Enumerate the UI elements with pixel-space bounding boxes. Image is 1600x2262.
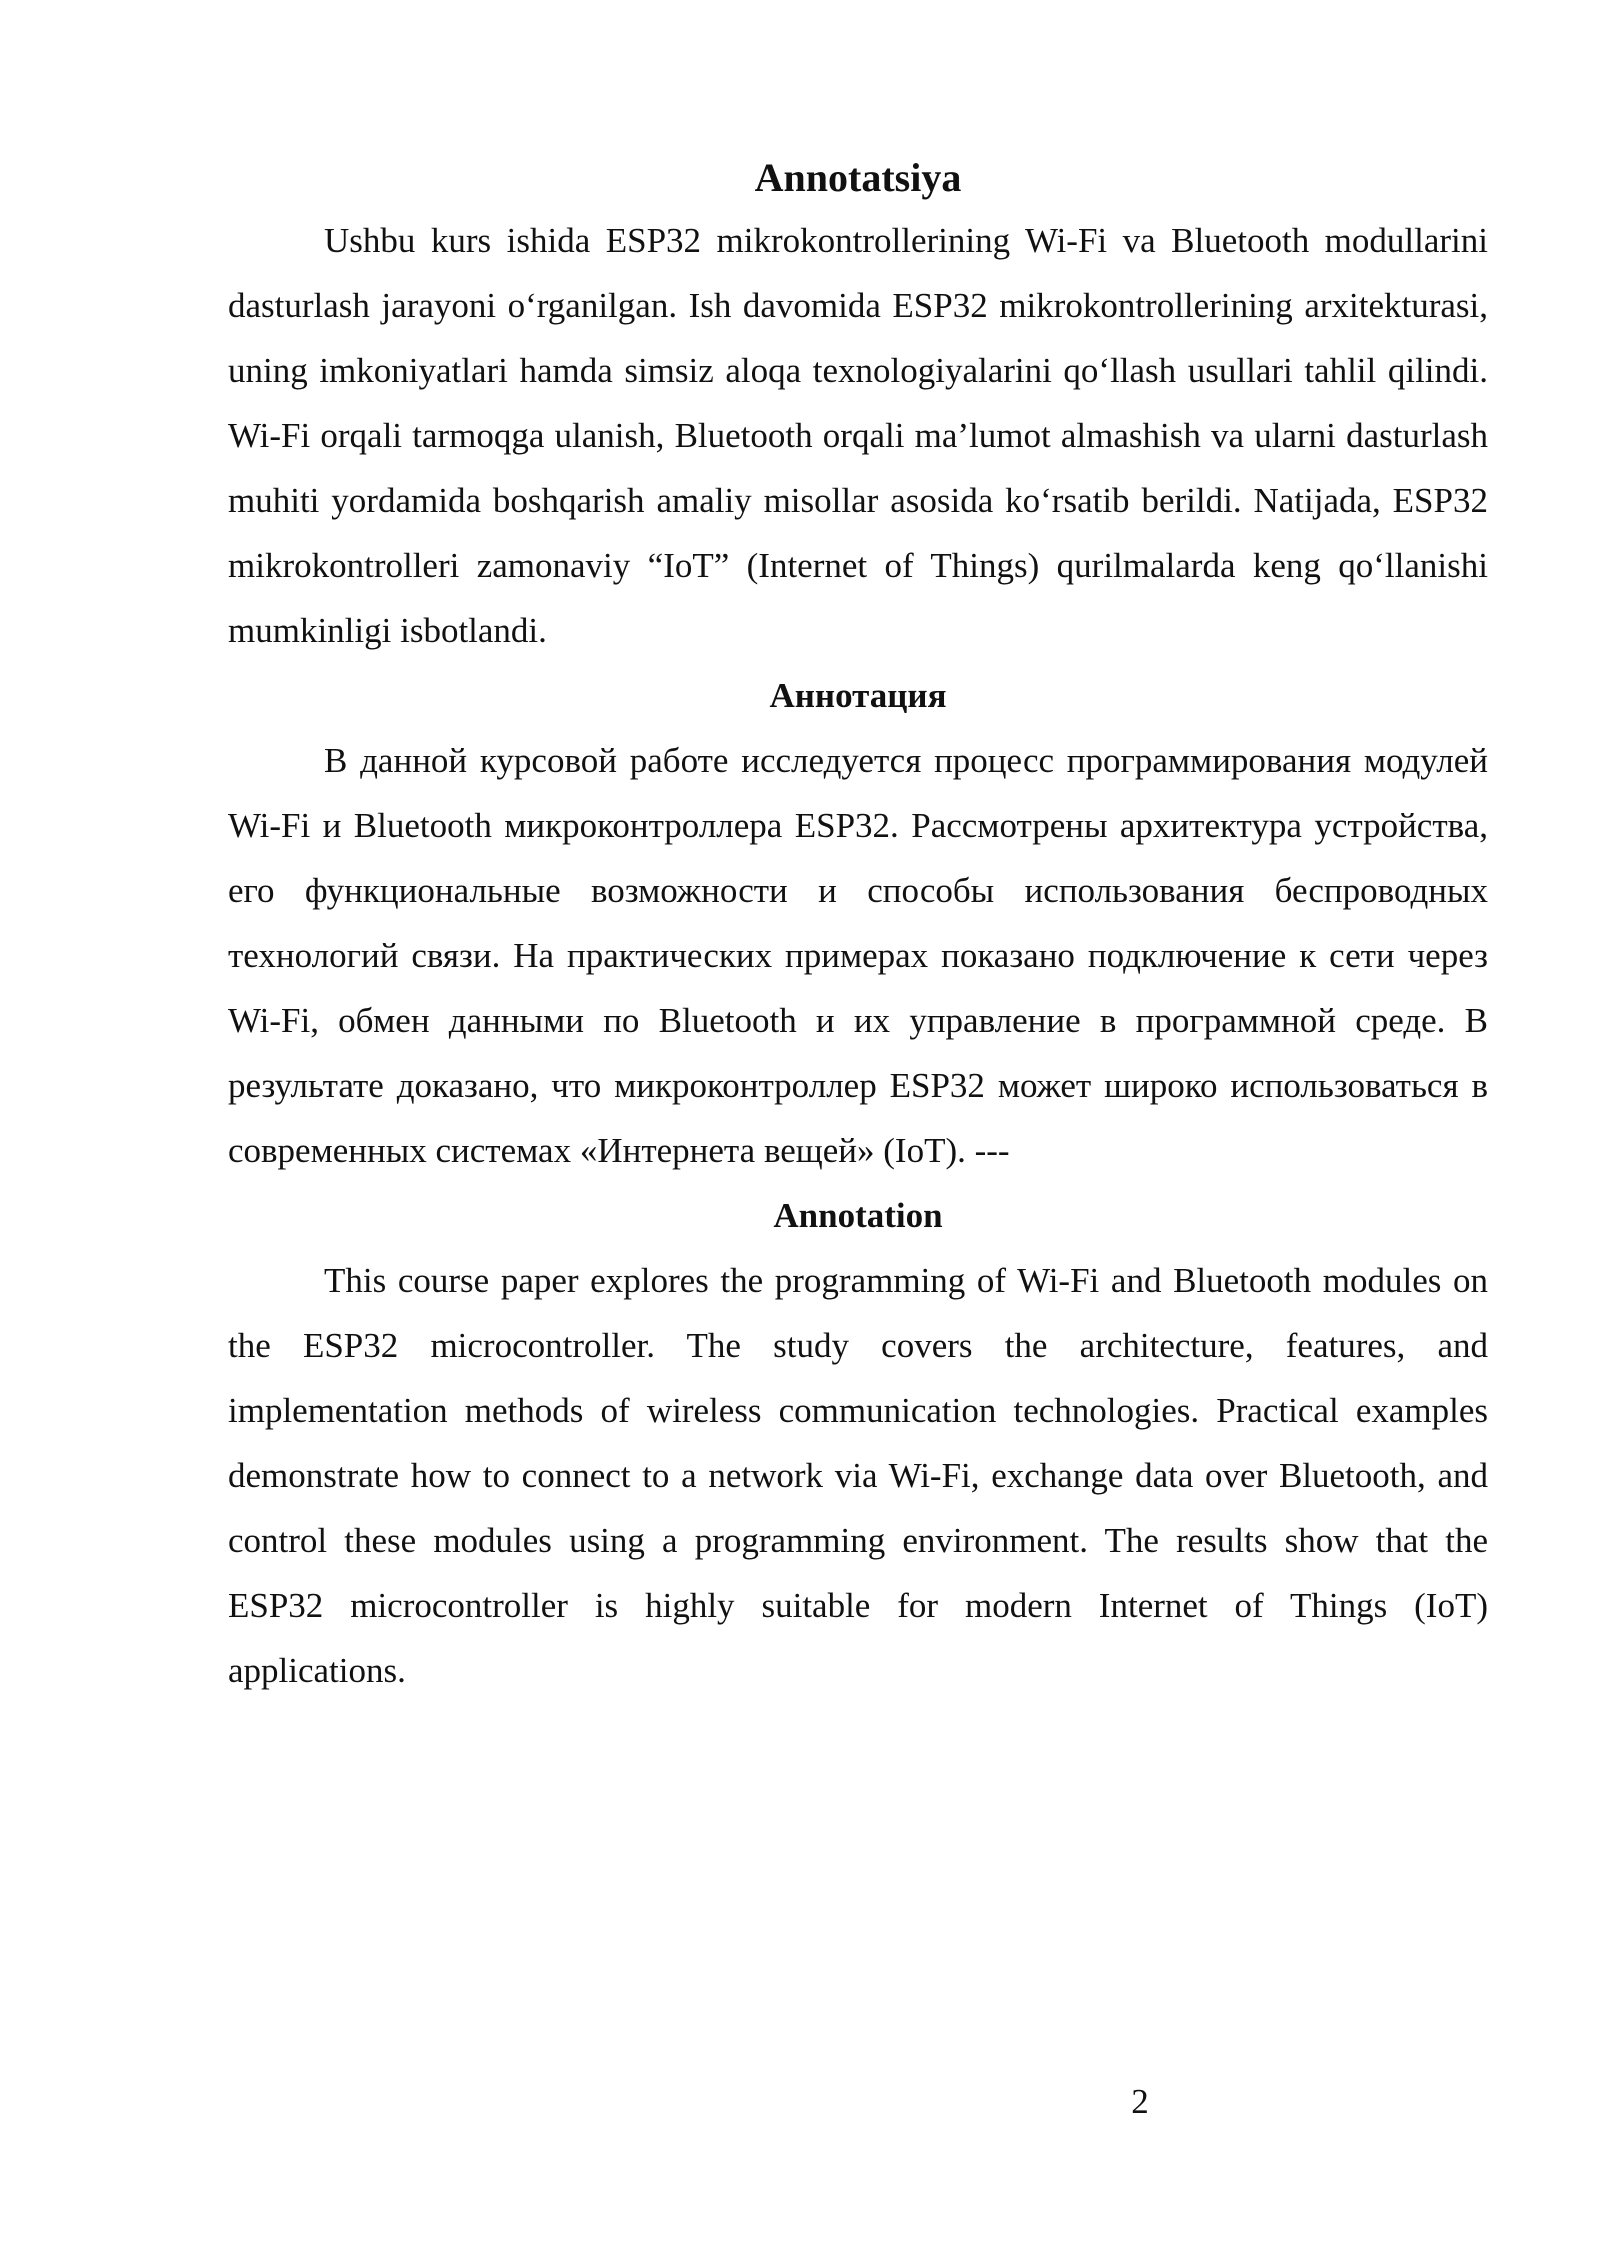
section-heading-english: Annotation xyxy=(773,1196,943,1235)
page-number-footer xyxy=(0,2082,1600,2122)
page-number: 2 xyxy=(1131,2082,1149,2121)
section-heading-uzbek: Annotatsiya xyxy=(754,155,962,200)
document-page xyxy=(228,150,1488,1703)
paragraph-russian: В данной курсовой работе исследуется процесс программирования модулей Wi-Fi и Bluetooth микроконтроллера ESP32. Рассмотрены архитектура устройства, его функциональные возможности и способы использования беспроводных технологий связи. На практических примерах показано подключение к сети через Wi-Fi, обмен данными по Bluetooth и их управление в программной среде. В результате доказано, что микроконтроллер ESP32 может широко использоваться в современных системах «Интернета вещей» (IoT). --- xyxy=(228,741,1488,1170)
paragraph-uzbek: Ushbu kurs ishida ESP32 mikrokontrollerining Wi-Fi va Bluetooth modullarini dasturlash jarayoni o‘rganilgan. Ish davomida ESP32 mikrokontrollerining arxitekturasi, uning imkoniyatlari hamda simsiz aloqa texnologiyalarini qo‘llash usullari tahlil qilindi. Wi-Fi orqali tarmoqga ulanish, Bluetooth orqali ma’lumot almashish va ularni dasturlash muhiti yordamida boshqarish amaliy misollar asosida ko‘rsatib berildi. Natijada, ESP32 mikrokontrolleri zamonaviy “IoT” (Internet of Things) qurilmalarda keng qo‘llanishi mumkinligi isbotlandi. xyxy=(228,221,1488,650)
section-heading-russian: Аннотация xyxy=(769,676,947,715)
paragraph-english: This course paper explores the programming of Wi-Fi and Bluetooth modules on the ESP32 microcontroller. The study covers the architecture, features, and implementation methods of wireless communication technologies. Practical examples demonstrate how to connect to a network via Wi-Fi, exchange data over Bluetooth, and control these modules using a programming environment. The results show that the ESP32 microcontroller is highly suitable for modern Internet of Things (IoT) applications. xyxy=(228,1261,1488,1690)
